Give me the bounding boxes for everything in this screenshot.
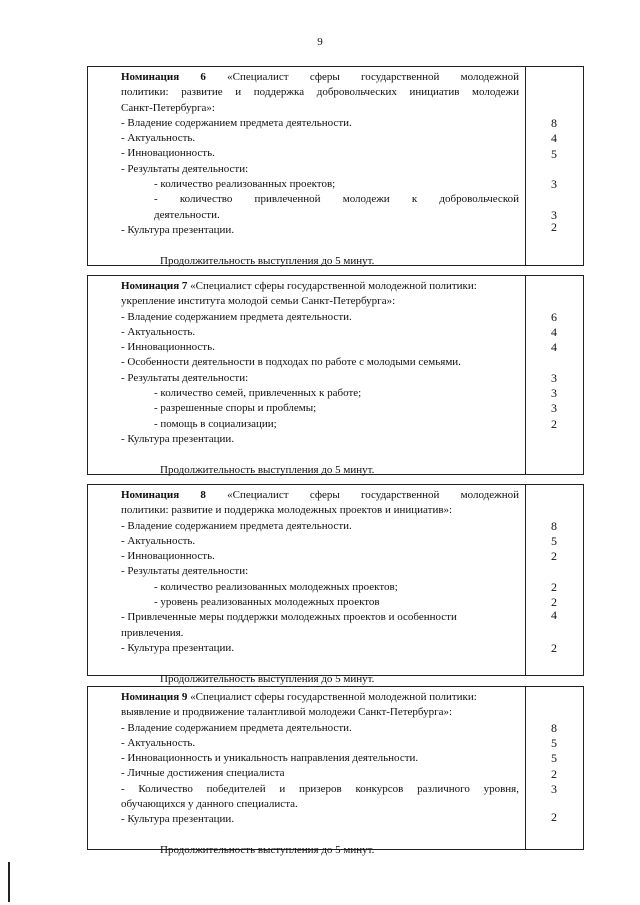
criterion-item: - Актуальность. <box>121 736 196 749</box>
score-value: 5 <box>551 146 557 161</box>
table-border-right <box>583 485 584 675</box>
score-value: 2 <box>551 579 557 594</box>
criterion-item: - Владение содержанием предмета деятельности. <box>121 721 352 734</box>
nomination-title-line: Номинация 8 «Специалист сферы государственной молодежной <box>121 489 519 501</box>
criterion-item: - Инновационность. <box>121 147 215 160</box>
nomination-table-8 <box>87 484 584 685</box>
nomination-criteria <box>121 488 519 687</box>
nomination-criteria <box>121 279 519 478</box>
score-value: 5 <box>551 735 557 750</box>
nomination-table-6 <box>87 66 584 266</box>
criterion-item: - Культура презентации. <box>121 223 235 236</box>
table-border-left <box>87 276 88 474</box>
page-number: 9 <box>317 36 323 48</box>
table-border-right <box>583 67 584 265</box>
score-value: 3 <box>551 386 557 401</box>
nomination-title-bold: Номинация 8 <box>121 489 206 501</box>
criterion-subitem: - разрешенные споры и проблемы; <box>154 402 317 415</box>
table-border-left <box>87 67 88 265</box>
score-value: 2 <box>551 766 557 781</box>
score-value: 6 <box>551 309 557 324</box>
nomination-title-line: укрепление института молодой семьи Санкт-Петербурга»: <box>121 295 396 308</box>
nomination-title-line: политики: развитие и поддержка добровольческих инициатив молодежи <box>121 86 519 99</box>
nomination-table-7 <box>87 275 584 475</box>
criterion-item: - Культура презентации. <box>121 813 235 826</box>
score-value: 2 <box>551 416 557 431</box>
table-column-divider <box>525 67 526 265</box>
score-value: 8 <box>551 720 557 735</box>
criterion-item: - Результаты деятельности: <box>121 162 249 175</box>
nomination-table-9 <box>87 686 584 856</box>
score-value: 3 <box>551 207 557 222</box>
score-value: 5 <box>551 751 557 766</box>
score-value: 4 <box>551 340 557 355</box>
score-value: 2 <box>551 810 557 824</box>
score-value: 2 <box>551 220 557 234</box>
nomination-title-line: Санкт-Петербурга»: <box>121 101 215 114</box>
score-value: 4 <box>551 131 557 146</box>
criterion-subitem: - количество реализованных проектов; <box>154 178 336 191</box>
criterion-item: - Инновационность и уникальность направления деятельности. <box>121 752 419 765</box>
criterion-item: - Результаты деятельности: <box>121 565 249 578</box>
score-value: 2 <box>551 641 557 655</box>
criterion-subitem: - уровень реализованных молодежных проектов <box>154 596 380 609</box>
criterion-subitem: - количество семей, привлеченных к работе; <box>154 387 362 400</box>
criterion-subitem: - количество привлеченной молодежи к добровольческой <box>154 193 519 206</box>
nomination-title-line: политики: развитие и поддержка молодежных проектов и инициатив»: <box>121 504 453 517</box>
criterion-subitem: - помощь в социализации; <box>154 417 277 430</box>
scan-edge-mark <box>8 862 10 902</box>
presentation-duration: Продолжительность выступления до 5 минут. <box>160 843 375 856</box>
criterion-item: - Привлеченные меры поддержки молодежных проектов и особенности <box>121 611 457 624</box>
criterion-item: - Инновационность. <box>121 550 215 563</box>
score-value: 4 <box>551 608 557 622</box>
table-border-right <box>583 276 584 474</box>
nomination-title-line: Номинация 6 «Специалист сферы государственной молодежной <box>121 71 519 83</box>
criterion-item-continuation: обучающихся у данного специалиста. <box>121 798 298 811</box>
nomination-title-line: выявление и продвижение талантливой молодежи Санкт-Петербурга»: <box>121 706 453 719</box>
criterion-item: - Культура презентации. <box>121 641 235 654</box>
criterion-item: - Актуальность. <box>121 534 196 547</box>
nomination-criteria <box>121 70 519 269</box>
criterion-subitem: - количество реализованных молодежных проектов; <box>154 580 398 593</box>
criterion-item: - Владение содержанием предмета деятельности. <box>121 310 352 323</box>
criterion-item: - Личные достижения специалиста <box>121 767 285 780</box>
score-value: 8 <box>551 518 557 533</box>
criterion-item: - Результаты деятельности: <box>121 371 249 384</box>
score-value: 2 <box>551 595 557 610</box>
nomination-title-line: Номинация 7 «Специалист сферы государственной молодежной политики: <box>121 280 477 292</box>
score-value: 3 <box>551 177 557 192</box>
presentation-duration: Продолжительность выступления до 5 минут. <box>160 254 375 267</box>
presentation-duration: Продолжительность выступления до 5 минут. <box>160 463 375 476</box>
table-border-left <box>87 687 88 849</box>
presentation-duration: Продолжительность выступления до 5 минут. <box>160 672 375 685</box>
table-border-left <box>87 485 88 675</box>
criterion-item: - Особенности деятельности в подходах по работе с молодыми семьями. <box>121 356 461 369</box>
score-value: 8 <box>551 115 557 130</box>
nomination-criteria <box>121 690 519 858</box>
score-value: 5 <box>551 533 557 548</box>
nomination-title-bold: Номинация 6 <box>121 71 206 83</box>
criterion-item: - Культура презентации. <box>121 432 235 445</box>
score-value: 3 <box>551 370 557 385</box>
criterion-item: - Актуальность. <box>121 132 196 145</box>
score-value: 3 <box>551 401 557 416</box>
criterion-item: - Актуальность. <box>121 325 196 338</box>
nomination-title-bold: Номинация 7 <box>121 280 188 292</box>
criterion-subitem-continuation: деятельности. <box>154 208 220 221</box>
nomination-title-bold: Номинация 9 <box>121 691 188 703</box>
table-border-right <box>583 687 584 849</box>
criterion-item-continuation: привлечения. <box>121 626 184 639</box>
score-value: 2 <box>551 549 557 564</box>
score-value: 4 <box>551 324 557 339</box>
criterion-item: - Владение содержанием предмета деятельности. <box>121 519 352 532</box>
nomination-title-line: Номинация 9 «Специалист сферы государственной молодежной политики: <box>121 691 477 703</box>
criterion-item: - Количество победителей и призеров конкурсов различного уровня, <box>121 782 519 795</box>
score-value: 3 <box>551 781 557 796</box>
criterion-item: - Инновационность. <box>121 341 215 354</box>
criterion-item: - Владение содержанием предмета деятельности. <box>121 116 352 129</box>
